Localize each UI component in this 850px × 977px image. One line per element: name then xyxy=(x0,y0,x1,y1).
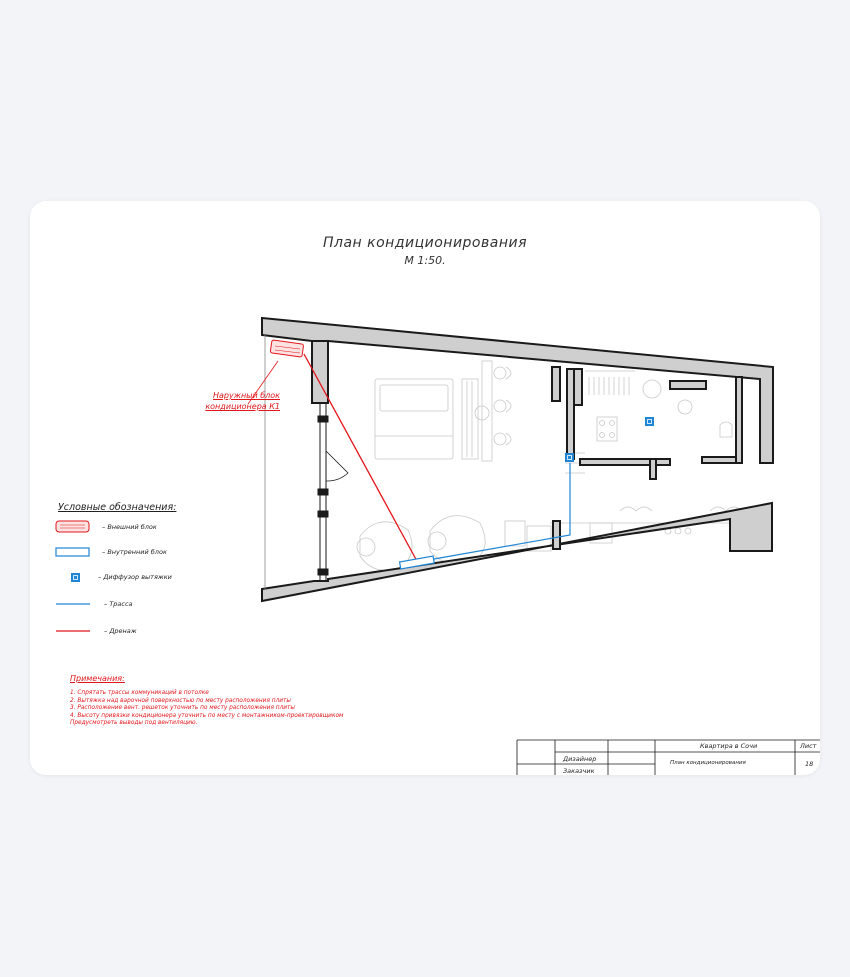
notes-block xyxy=(70,674,343,728)
legend-diffuser-symbol xyxy=(71,573,80,582)
legend-label-route: – Трасса xyxy=(104,600,133,608)
note-line: 4. Высоту привязки кондиционера уточнить по месту с монтажником-проектировщиком xyxy=(70,712,344,719)
notes-title: Примечания: xyxy=(70,674,125,683)
legend-indoor-unit-symbol xyxy=(56,548,89,556)
drawing-title: План кондиционирования xyxy=(322,235,527,251)
outer-wall-bottom xyxy=(262,503,772,601)
title-block-sheet-number: 18 xyxy=(805,760,814,768)
note-line: Предусмотреть выводы под вентиляцию. xyxy=(70,720,198,726)
legend-label-indoor-unit: – Внутренний блок xyxy=(102,548,167,556)
note-line: 2. Вытяжка над варочной поверхностью по месту расположения плиты xyxy=(70,697,291,704)
left-window xyxy=(318,403,328,581)
legend-label-outdoor-unit: – Внешний блок xyxy=(102,523,157,531)
walls-layer xyxy=(262,318,773,601)
outdoor-unit-callout xyxy=(160,390,280,412)
legend-label-diffuser: – Диффузор вытяжки xyxy=(98,573,172,581)
title-block-drawing-name: План кондиционирования xyxy=(670,760,746,766)
note-line: 3. Расположение вент. решеток уточнить по месту расположения плиты xyxy=(70,705,296,711)
note-line: 1. Спрятать трассы коммуникаций в потолке xyxy=(70,690,209,696)
exhaust-diffuser-kitchen xyxy=(565,453,574,462)
legend-symbols xyxy=(56,521,90,631)
door-swing xyxy=(326,451,348,481)
drawing-scale: М 1:50. xyxy=(404,254,446,267)
route-line xyxy=(434,463,570,559)
title-block-sheet-label: Лист xyxy=(800,742,817,750)
legend-label-drain: – Дренаж xyxy=(104,627,137,635)
callout-line-2: кондиционера К1 xyxy=(205,402,280,411)
outer-wall-top xyxy=(262,318,773,463)
callout-line-1: Наружный блок xyxy=(213,391,280,400)
legend-title: Условные обозначения: xyxy=(58,502,177,513)
bed-outline xyxy=(375,379,453,459)
title-block-role-designer: Дизайнер xyxy=(563,755,597,763)
title-block-role-customer: Заказчик xyxy=(563,767,595,775)
title-block-project: Квартира в Сочи xyxy=(700,742,758,750)
exhaust-diffuser-bath xyxy=(645,417,654,426)
toilet-outline xyxy=(643,380,661,398)
legend-outdoor-unit-symbol xyxy=(56,521,89,532)
outdoor-unit-k1 xyxy=(270,340,303,357)
drawing-sheet xyxy=(30,201,820,775)
